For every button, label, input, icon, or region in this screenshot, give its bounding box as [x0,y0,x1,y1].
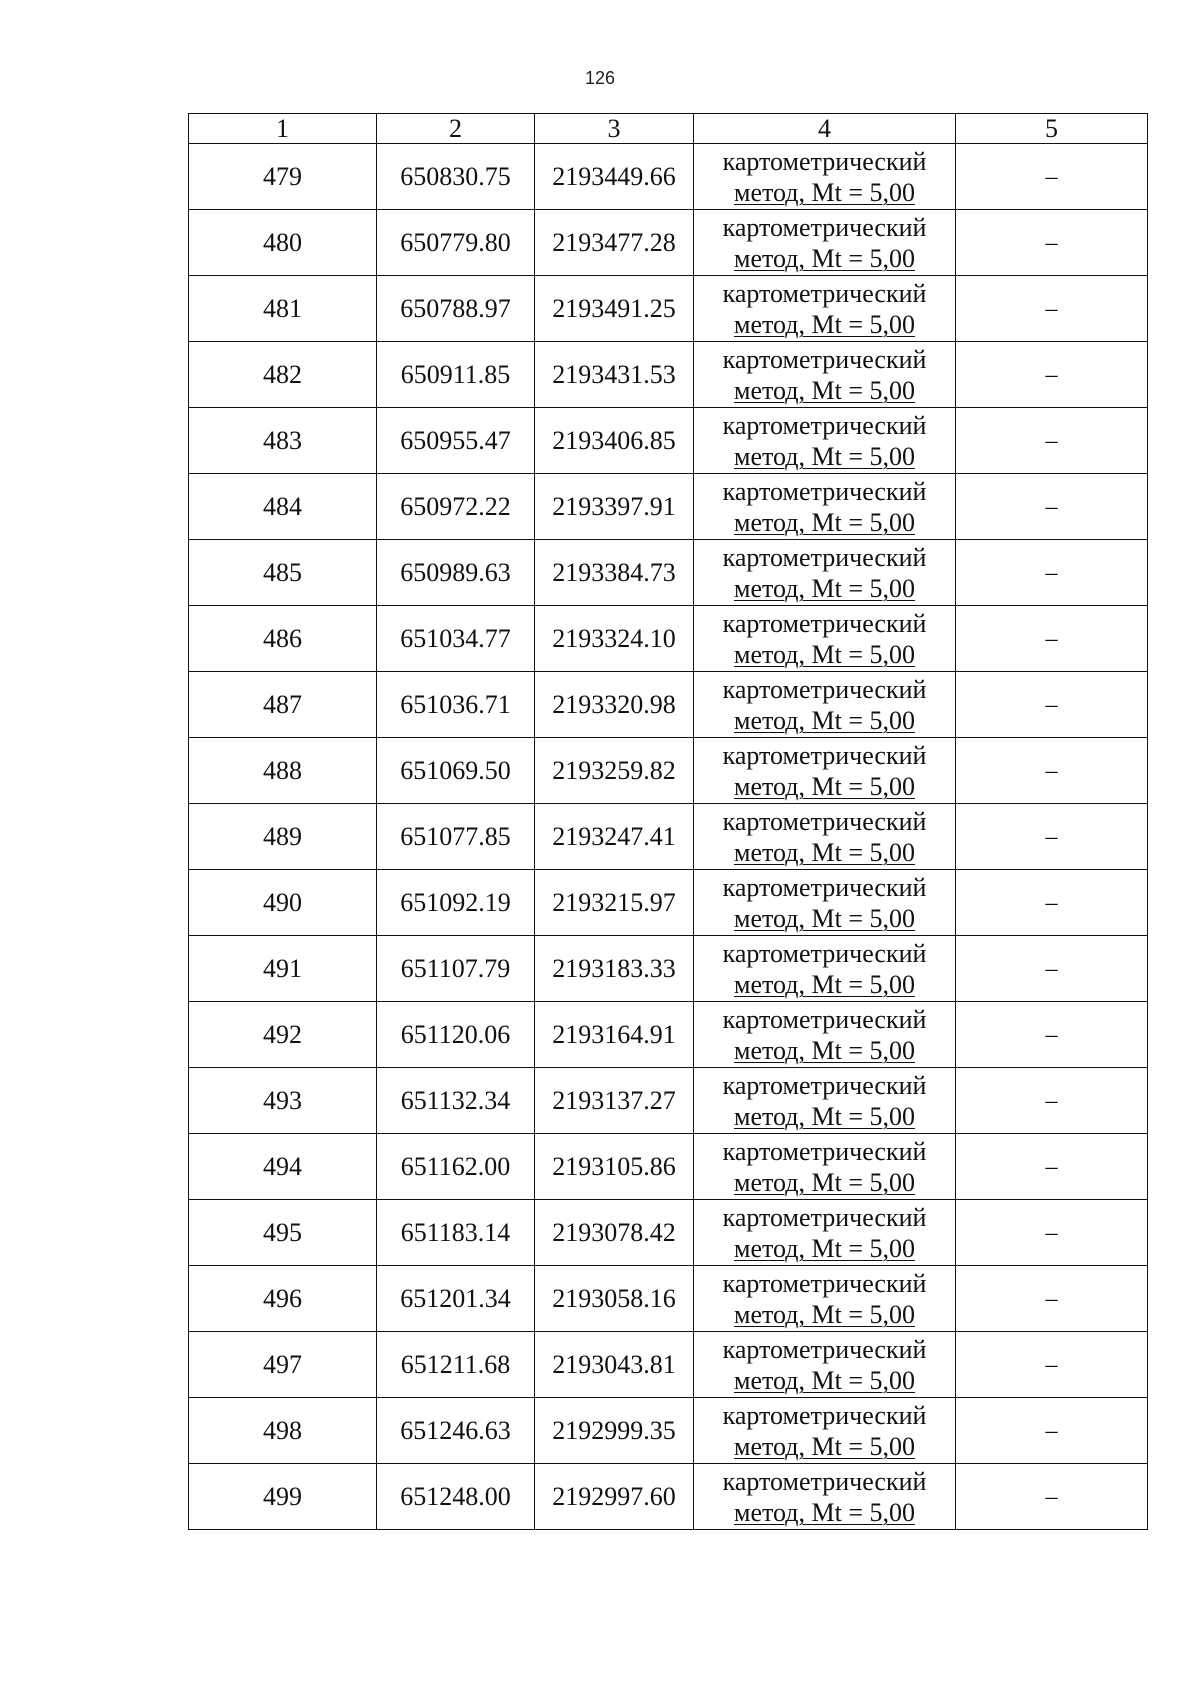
note-dash: – [1045,1088,1058,1114]
note-cell [956,342,1148,408]
method-cell [694,1200,956,1266]
method-line-1: картометрический [722,938,927,968]
point-number-cell: 485 [189,540,377,606]
method-line-1: картометрический [722,740,927,770]
y-coordinate-cell: 2193406.85 [535,408,694,474]
y-coordinate-cell: 2193164.91 [535,1002,694,1068]
point-number-cell: 499 [189,1464,377,1530]
header-row [189,114,1148,144]
y-coordinate-cell: 2193431.53 [535,342,694,408]
method-line-1: картометрический [722,146,927,176]
header-col-4: 4 [694,114,956,144]
y-coordinate-cell: 2193449.66 [535,144,694,210]
note-dash: – [1045,1352,1058,1378]
y-coordinate-cell: 2193183.33 [535,936,694,1002]
x-coordinate-cell: 651201.34 [377,1266,535,1332]
table-row [189,1134,1148,1200]
note-cell [956,1002,1148,1068]
x-coordinate-cell: 651077.85 [377,804,535,870]
method-line-1: картометрический [722,1136,927,1166]
table-row [189,1398,1148,1464]
note-dash: – [1045,626,1058,652]
y-coordinate-cell: 2193043.81 [535,1332,694,1398]
method-cell [694,606,956,672]
point-number-cell: 490 [189,870,377,936]
x-coordinate-cell: 651183.14 [377,1200,535,1266]
method-line-2: метод, Mt = 5,00 [734,639,915,669]
note-dash: – [1045,692,1058,718]
note-dash: – [1045,296,1058,322]
x-coordinate-cell: 650788.97 [377,276,535,342]
note-cell [956,408,1148,474]
table-row [189,210,1148,276]
method-line-1: картометрический [722,278,927,308]
table-row [189,672,1148,738]
x-coordinate-cell: 650955.47 [377,408,535,474]
method-line-2: метод, Mt = 5,00 [734,705,915,735]
method-line-2: метод, Mt = 5,00 [734,177,915,207]
header-col-2: 2 [377,114,535,144]
point-number-cell: 493 [189,1068,377,1134]
table-row [189,144,1148,210]
method-line-2: метод, Mt = 5,00 [734,243,915,273]
x-coordinate-cell: 651211.68 [377,1332,535,1398]
y-coordinate-cell: 2193058.16 [535,1266,694,1332]
note-cell [956,804,1148,870]
method-line-1: картометрический [722,1466,927,1496]
method-line-2: метод, Mt = 5,00 [734,1299,915,1329]
note-cell [956,144,1148,210]
coordinates-table [188,113,1148,1530]
note-cell [956,936,1148,1002]
note-dash: – [1045,560,1058,586]
note-cell [956,606,1148,672]
table-header [189,114,1148,144]
method-line-2: метод, Mt = 5,00 [734,1233,915,1263]
x-coordinate-cell: 650830.75 [377,144,535,210]
method-cell [694,1464,956,1530]
method-cell [694,276,956,342]
header-col-3: 3 [535,114,694,144]
y-coordinate-cell: 2193078.42 [535,1200,694,1266]
method-line-2: метод, Mt = 5,00 [734,375,915,405]
note-dash: – [1045,494,1058,520]
table-row [189,804,1148,870]
table-row [189,276,1148,342]
table-row [189,474,1148,540]
y-coordinate-cell: 2193259.82 [535,738,694,804]
note-cell [956,1332,1148,1398]
x-coordinate-cell: 651036.71 [377,672,535,738]
note-dash: – [1045,824,1058,850]
note-dash: – [1045,428,1058,454]
x-coordinate-cell: 650989.63 [377,540,535,606]
method-cell [694,804,956,870]
point-number-cell: 486 [189,606,377,672]
note-cell [956,276,1148,342]
note-cell [956,1134,1148,1200]
y-coordinate-cell: 2193320.98 [535,672,694,738]
y-coordinate-cell: 2193324.10 [535,606,694,672]
table-row [189,1332,1148,1398]
note-cell [956,738,1148,804]
point-number-cell: 498 [189,1398,377,1464]
method-cell [694,144,956,210]
method-line-1: картометрический [722,1004,927,1034]
method-line-1: картометрический [722,674,927,704]
x-coordinate-cell: 651162.00 [377,1134,535,1200]
point-number-cell: 481 [189,276,377,342]
note-cell [956,1200,1148,1266]
point-number-cell: 487 [189,672,377,738]
method-line-1: картометрический [722,1268,927,1298]
table-row [189,936,1148,1002]
note-dash: – [1045,1286,1058,1312]
method-cell [694,936,956,1002]
method-cell [694,540,956,606]
method-line-1: картометрический [722,542,927,572]
table-row [189,1200,1148,1266]
table-row [189,1464,1148,1530]
y-coordinate-cell: 2192997.60 [535,1464,694,1530]
method-cell [694,870,956,936]
method-cell [694,1398,956,1464]
point-number-cell: 496 [189,1266,377,1332]
method-line-2: метод, Mt = 5,00 [734,903,915,933]
note-cell [956,474,1148,540]
note-dash: – [1045,1154,1058,1180]
method-cell [694,1002,956,1068]
method-line-2: метод, Mt = 5,00 [734,441,915,471]
method-line-1: картометрический [722,1334,927,1364]
note-cell [956,1398,1148,1464]
x-coordinate-cell: 651132.34 [377,1068,535,1134]
table-row [189,408,1148,474]
table-row [189,870,1148,936]
note-dash: – [1045,1484,1058,1510]
method-line-2: метод, Mt = 5,00 [734,1497,915,1527]
note-cell [956,1068,1148,1134]
point-number-cell: 494 [189,1134,377,1200]
method-cell [694,1332,956,1398]
x-coordinate-cell: 651092.19 [377,870,535,936]
note-dash: – [1045,1022,1058,1048]
method-line-1: картометрический [722,1202,927,1232]
point-number-cell: 483 [189,408,377,474]
method-line-2: метод, Mt = 5,00 [734,1035,915,1065]
method-line-1: картометрический [722,806,927,836]
method-line-1: картометрический [722,608,927,638]
table-row [189,342,1148,408]
method-line-2: метод, Mt = 5,00 [734,1101,915,1131]
note-cell [956,540,1148,606]
method-line-2: метод, Mt = 5,00 [734,969,915,999]
x-coordinate-cell: 651120.06 [377,1002,535,1068]
table-row [189,606,1148,672]
point-number-cell: 489 [189,804,377,870]
note-dash: – [1045,362,1058,388]
method-line-2: метод, Mt = 5,00 [734,1431,915,1461]
point-number-cell: 488 [189,738,377,804]
method-line-2: метод, Mt = 5,00 [734,507,915,537]
point-number-cell: 482 [189,342,377,408]
x-coordinate-cell: 650779.80 [377,210,535,276]
method-line-2: метод, Mt = 5,00 [734,1167,915,1197]
note-dash: – [1045,890,1058,916]
x-coordinate-cell: 651034.77 [377,606,535,672]
point-number-cell: 491 [189,936,377,1002]
point-number-cell: 484 [189,474,377,540]
method-cell [694,1266,956,1332]
page-number: 126 [584,68,616,88]
x-coordinate-cell: 651246.63 [377,1398,535,1464]
note-dash: – [1045,1418,1058,1444]
x-coordinate-cell: 650972.22 [377,474,535,540]
header-col-5: 5 [956,114,1148,144]
method-line-2: метод, Mt = 5,00 [734,837,915,867]
x-coordinate-cell: 651107.79 [377,936,535,1002]
note-cell [956,672,1148,738]
method-cell [694,672,956,738]
method-line-2: метод, Mt = 5,00 [734,1365,915,1395]
table-body [189,144,1148,1530]
note-cell [956,1266,1148,1332]
point-number-cell: 479 [189,144,377,210]
y-coordinate-cell: 2193384.73 [535,540,694,606]
note-cell [956,1464,1148,1530]
x-coordinate-cell: 650911.85 [377,342,535,408]
note-cell [956,870,1148,936]
y-coordinate-cell: 2193477.28 [535,210,694,276]
method-line-2: метод, Mt = 5,00 [734,771,915,801]
note-dash: – [1045,164,1058,190]
y-coordinate-cell: 2193397.91 [535,474,694,540]
point-number-cell: 495 [189,1200,377,1266]
note-dash: – [1045,956,1058,982]
method-cell [694,738,956,804]
y-coordinate-cell: 2192999.35 [535,1398,694,1464]
note-cell [956,210,1148,276]
y-coordinate-cell: 2193137.27 [535,1068,694,1134]
table-row [189,540,1148,606]
y-coordinate-cell: 2193491.25 [535,276,694,342]
y-coordinate-cell: 2193105.86 [535,1134,694,1200]
method-line-2: метод, Mt = 5,00 [734,573,915,603]
method-line-1: картометрический [722,1070,927,1100]
method-cell [694,210,956,276]
point-number-cell: 497 [189,1332,377,1398]
x-coordinate-cell: 651248.00 [377,1464,535,1530]
table-row [189,1002,1148,1068]
y-coordinate-cell: 2193215.97 [535,870,694,936]
method-line-1: картометрический [722,872,927,902]
point-number-cell: 492 [189,1002,377,1068]
header-col-1: 1 [189,114,377,144]
method-line-2: метод, Mt = 5,00 [734,309,915,339]
method-line-1: картометрический [722,410,927,440]
table-row [189,1266,1148,1332]
note-dash: – [1045,1220,1058,1246]
x-coordinate-cell: 651069.50 [377,738,535,804]
method-cell [694,1068,956,1134]
method-cell [694,1134,956,1200]
note-dash: – [1045,758,1058,784]
method-line-1: картометрический [722,476,927,506]
table-row [189,738,1148,804]
coordinates-table-container [188,113,1147,1530]
method-cell [694,408,956,474]
method-cell [694,342,956,408]
method-line-1: картометрический [722,212,927,242]
point-number-cell: 480 [189,210,377,276]
note-dash: – [1045,230,1058,256]
method-cell [694,474,956,540]
table-row [189,1068,1148,1134]
method-line-1: картометрический [722,1400,927,1430]
y-coordinate-cell: 2193247.41 [535,804,694,870]
method-line-1: картометрический [722,344,927,374]
